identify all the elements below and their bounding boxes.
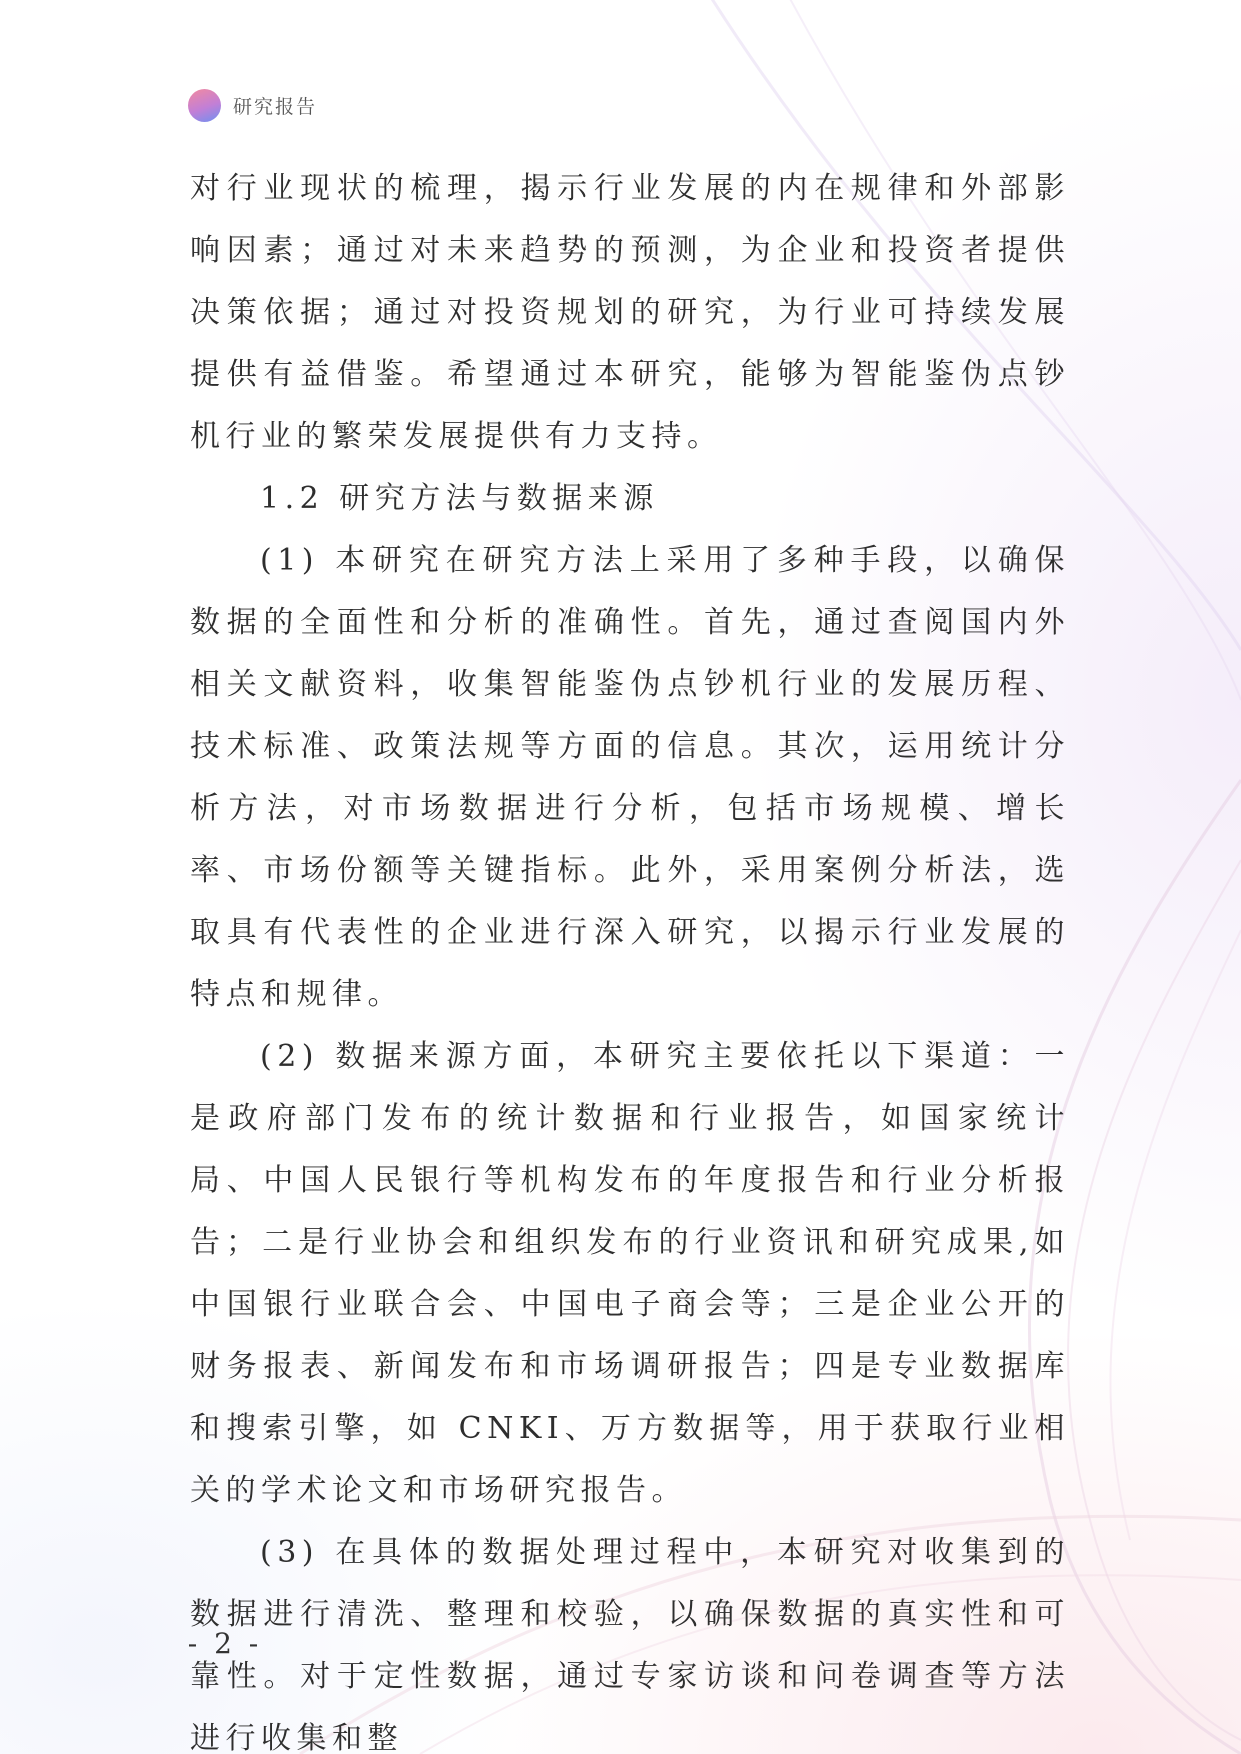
- paragraph-intro-continuation: 对行业现状的梳理，揭示行业发展的内在规律和外部影响因素；通过对未来趋势的预测，为企业和投资者提供决策依据；通过对投资规划的研究，为行业可持续发展提供有益借鉴。希望通过本研究，能够为智能鉴伪点钞机行业的繁荣发展提供有力支持。: [190, 171, 1070, 454]
- paragraph-data-processing: (3) 在具体的数据处理过程中，本研究对收集到的数据进行清洗、整理和校验，以确保数据的真实性和可靠性。对于定性数据，通过专家访谈和问卷调查等方法进行收集和整: [190, 1535, 1070, 1754]
- report-header: [188, 88, 317, 122]
- page-number: - 2 -: [187, 1627, 263, 1660]
- document-body: [190, 158, 1070, 1754]
- paragraph-data-sources: (2) 数据来源方面，本研究主要依托以下渠道：一是政府部门发布的统计数据和行业报告，如国家统计局、中国人民银行等机构发布的年度报告和行业分析报告；二是行业协会和组织发布的行业资讯和研究成果,如中国银行业联合会、中国电子商会等；三是企业公开的财务报表、新闻发布和市场调研报告；四是专业数据库和搜索引擎，如 CNKI、万方数据等，用于获取行业相关的学术论文和市场研究报告。: [190, 1039, 1070, 1508]
- header-title: 研究报告: [233, 95, 318, 118]
- section-heading: 1.2 研究方法与数据来源: [260, 481, 659, 516]
- report-logo-icon: [188, 89, 221, 122]
- paragraph-research-methods: (1) 本研究在研究方法上采用了多种手段，以确保数据的全面性和分析的准确性。首先，通过查阅国内外相关文献资料，收集智能鉴伪点钞机行业的发展历程、技术标准、政策法规等方面的信息。其次，运用统计分析方法，对市场数据进行分析，包括市场规模、增长率、市场份额等关键指标。此外，采用案例分析法，选取具有代表性的企业进行深入研究，以揭示行业发展的特点和规律。: [190, 543, 1070, 1012]
